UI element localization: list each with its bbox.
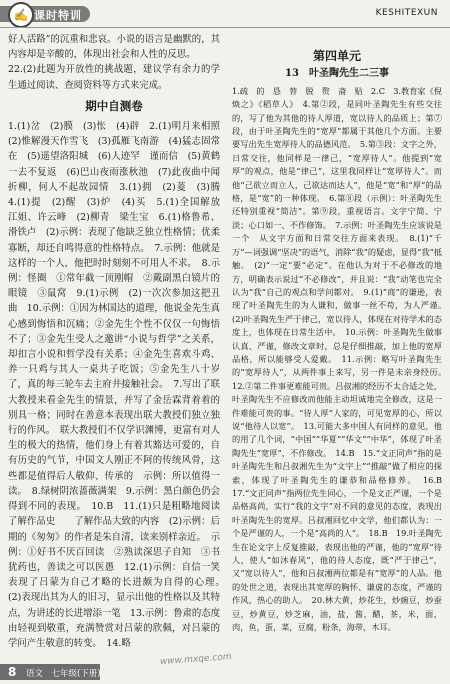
course-label: 语文 七年级(下册) <box>26 669 101 679</box>
right-answers: 1.疏 的 恳 替 脱 赘 斋 贴 2.C 3.教育家《倪焕之》《稻草人》 4.第②段，是同叶圣陶先生有些交往的，写了他为其他的待人厚道，宽以待人的品质上；第⑦段，由于叶圣陶先生的“宽厚”都属于其他几个方面。主要要写出先生宽厚待人的品德风范。 5.第③段：文字之外，日常交往，他同样是一律己，“宽厚待人”。他提到“宽厚”的观点，他是“律己”，这里我同样让“宽厚待人”。而他“己欲立而立人，己欲达而达人”，他是“宽”和“厚”的品格，是“宽”的一种体现。 6.第⑧段（示例）：叶圣陶先生还特别重视“简洁”。第⑨段，重视语言。文字宁简、宁淡；心口如一、不作修饰。 7.示例：叶圣陶先生应该说是一个 从文字方面和日常交往方面来表现。 8.(1)“千万”—词强调“坚决”的语气，消除“我”的疑虑，显得“我”抵触。 (2)“一定”要“必定”。在他认为对于不必修改的地方，明确表示说过“不必修改”，并且说：“我”动笔也完全认为“我”自己的观点和学问都对。 9.(1)“商”的谦逊，表现了叶圣陶先生的为人谦和，做事一丝不苟，为人严谨。 (2)叶圣陶先生严于律己，宽以待人，体现在对待学术的态度上，也体现在日常生活中。 10.示例：叶圣陶先生做事认真、严谨，修改文章时，总是仔细推敲，加上他的宽厚品格，所以能够受人爱戴。 11.示例：略写叶圣陶先生的“宽厚待人”，从两件事上来写，另一件是未亲身经历。 12.②第二件事更难能可贵。吕叔湘的经历不太合适之处，叶圣陶先生不应修改而他能主动坦诚地完全修改，这是一件难能可贵的事。“待人厚”人家的，可见宽厚的心，所以说“他待人以宽”。 13.可能大多中国人有同样的意见，他的用了几个词，“中国”“华夏”“华文”“中华”，体现了叶圣陶先生“宽厚”，不作修改。 14.B 15.“文正同声”指的是叶圣陶先生和吕叔湘先生为“文字上”“推敲”做了相应的探索，体现了叶圣陶先生的谦恭和品格修养。 16.B 17.“文正同声”指两位先生同心，一个是文正严谨，一个是品格高尚，实行“我的文字”对不同的意见的态度，表现出叶圣陶先生的宽厚。吕叔湘回忆中文学，他们都认为：一个是严谨的人，一个是“高尚的人”。 18.B 19.叶圣陶先生在论文字上反复推敲，表现出他的严谨，他的“宽厚”待人，使人“如沐春风”，他的待人态度，既“严于律己”，又“宽以待人”，他和吕叔湘两位都是有“宽厚”的人品。他的处世之道，表现出其宽厚的胸怀、谦虚的态度，严谨的作风，热心的助人。 20.林大黄，炒花生，炒豌豆，炒蚕豆，炒黄豆，炒芝麻，油，盐，酱，醋，茶，米，面，肉，鱼，蛋，菜，豆腐，粉条，海带，木耳。 <box>232 85 450 633</box>
intro-paragraph: 好人活路”的沉重和悲哀。小说的语言是幽默的，其内容却是辛酸的，体现出社会和人性的反思。 <box>8 34 220 61</box>
unit-title: 第四单元 <box>312 49 361 63</box>
header-right-text: KESHITEXUN <box>375 8 438 18</box>
page-number: 8 <box>8 665 17 679</box>
page-footer <box>0 664 450 684</box>
page-header <box>0 0 450 30</box>
right-column <box>232 32 450 634</box>
left-column <box>8 32 230 651</box>
section-title: 期中自测卷 <box>85 98 143 113</box>
left-answers: 1.(1)岔 (2)膜 (3)怅 (4)辟 2.(1)明月来相照 (2)惟解漫天作雪飞 (3)孤雁飞南游 (4)猛志固常在 (5)遥望洛阳城 (6)人迹罕 谨而信 (5)黄鹤一去不复返 (6)巴山夜雨涨秋池 (7)此夜曲中闻折柳，何人不起故园情 3.(1)拥 (2)菱 (3)腾 4.(1)提 (2)醒 (3)炉 (4)买 5.(1)全国解放 江姐、许云峰 (2)柳青 梁生宝 6.(1)格鲁希、滑铁卢 (2)示例：表现了他缺乏独立性格情；优柔寡断，却还自鸣得意的性格特点。 7.示例：他就是这样的一个人，他把时时刻刻不可用人不求。 8.示例：怪圈 ①常年截一顶刚帽 ②戴副黑白镜片的眼镜 ③鼠窝 9.(1)示例 (2)一次次参加这把丑曲 10.示例：①因为林国达的道理，他说金先生真心感到悔悟和沉痛；②金先生个性不仅仅一句悔悟不了；③金先生受人之邀讲“小说与哲学”之关系，却扣言小说和哲学没有关系；④金先生喜欢斗鸡、养一只鸡与其人一桌共子吃饭；⑤金先生八十岁了，真的每三轮车去主府井接触社会。 7.写出了联大教授来看金先生的情景，并写了金岳霖背着着的别具一格；同时在善意本表现出联大教授们独立独行的作风。 联大教授们不仅学识渊博，更富有对人生的极大的热情，他们身上有着其豁达可爱的，自有历史的气节，中国文人刚正不阿的传统风骨，这些都是值得后人敬仰、传承的 示例：所以值得一读。 8.绿树阴浓蔷薇满架 9.示例：黑白颜色仍会得到不同的表现。 10.B 11.(1)只是粗略地阅读 了解作品史 了解作品大致的内容 (2)示例：后期的《匆匆》的作者是朱自清，读来别样亲近。 示例：①好书不厌百回读 ②熟读深思子自知 ③书犹药也，善读之可以医愚 12.(1)示例：自信一笑 表现了吕蒙为自己才略的长进颇为自得的心理。 (2)表现出其为人的旧习，显示出他的性格以及其特点，为讲述的长进增添一笔 13.示例：鲁肃的态度由轻视到敬重，充满赞赏对吕蒙的欣佩，对吕蒙的学问产生敬意的转变。 14.略 <box>8 121 230 649</box>
question-22: 22.(2)此题为开放性的挑战题，建议学有余力的学生通过阅读、查阅资料等方式来完成。 <box>8 64 220 91</box>
watermark-stamp: www.mxqe.com <box>159 652 232 668</box>
header-divider <box>0 27 450 28</box>
pen-logo-icon: ✍ <box>8 2 34 28</box>
series-title: 课时特训 <box>34 9 82 22</box>
lesson-title: 13 叶圣陶先生二三事 <box>285 68 389 80</box>
